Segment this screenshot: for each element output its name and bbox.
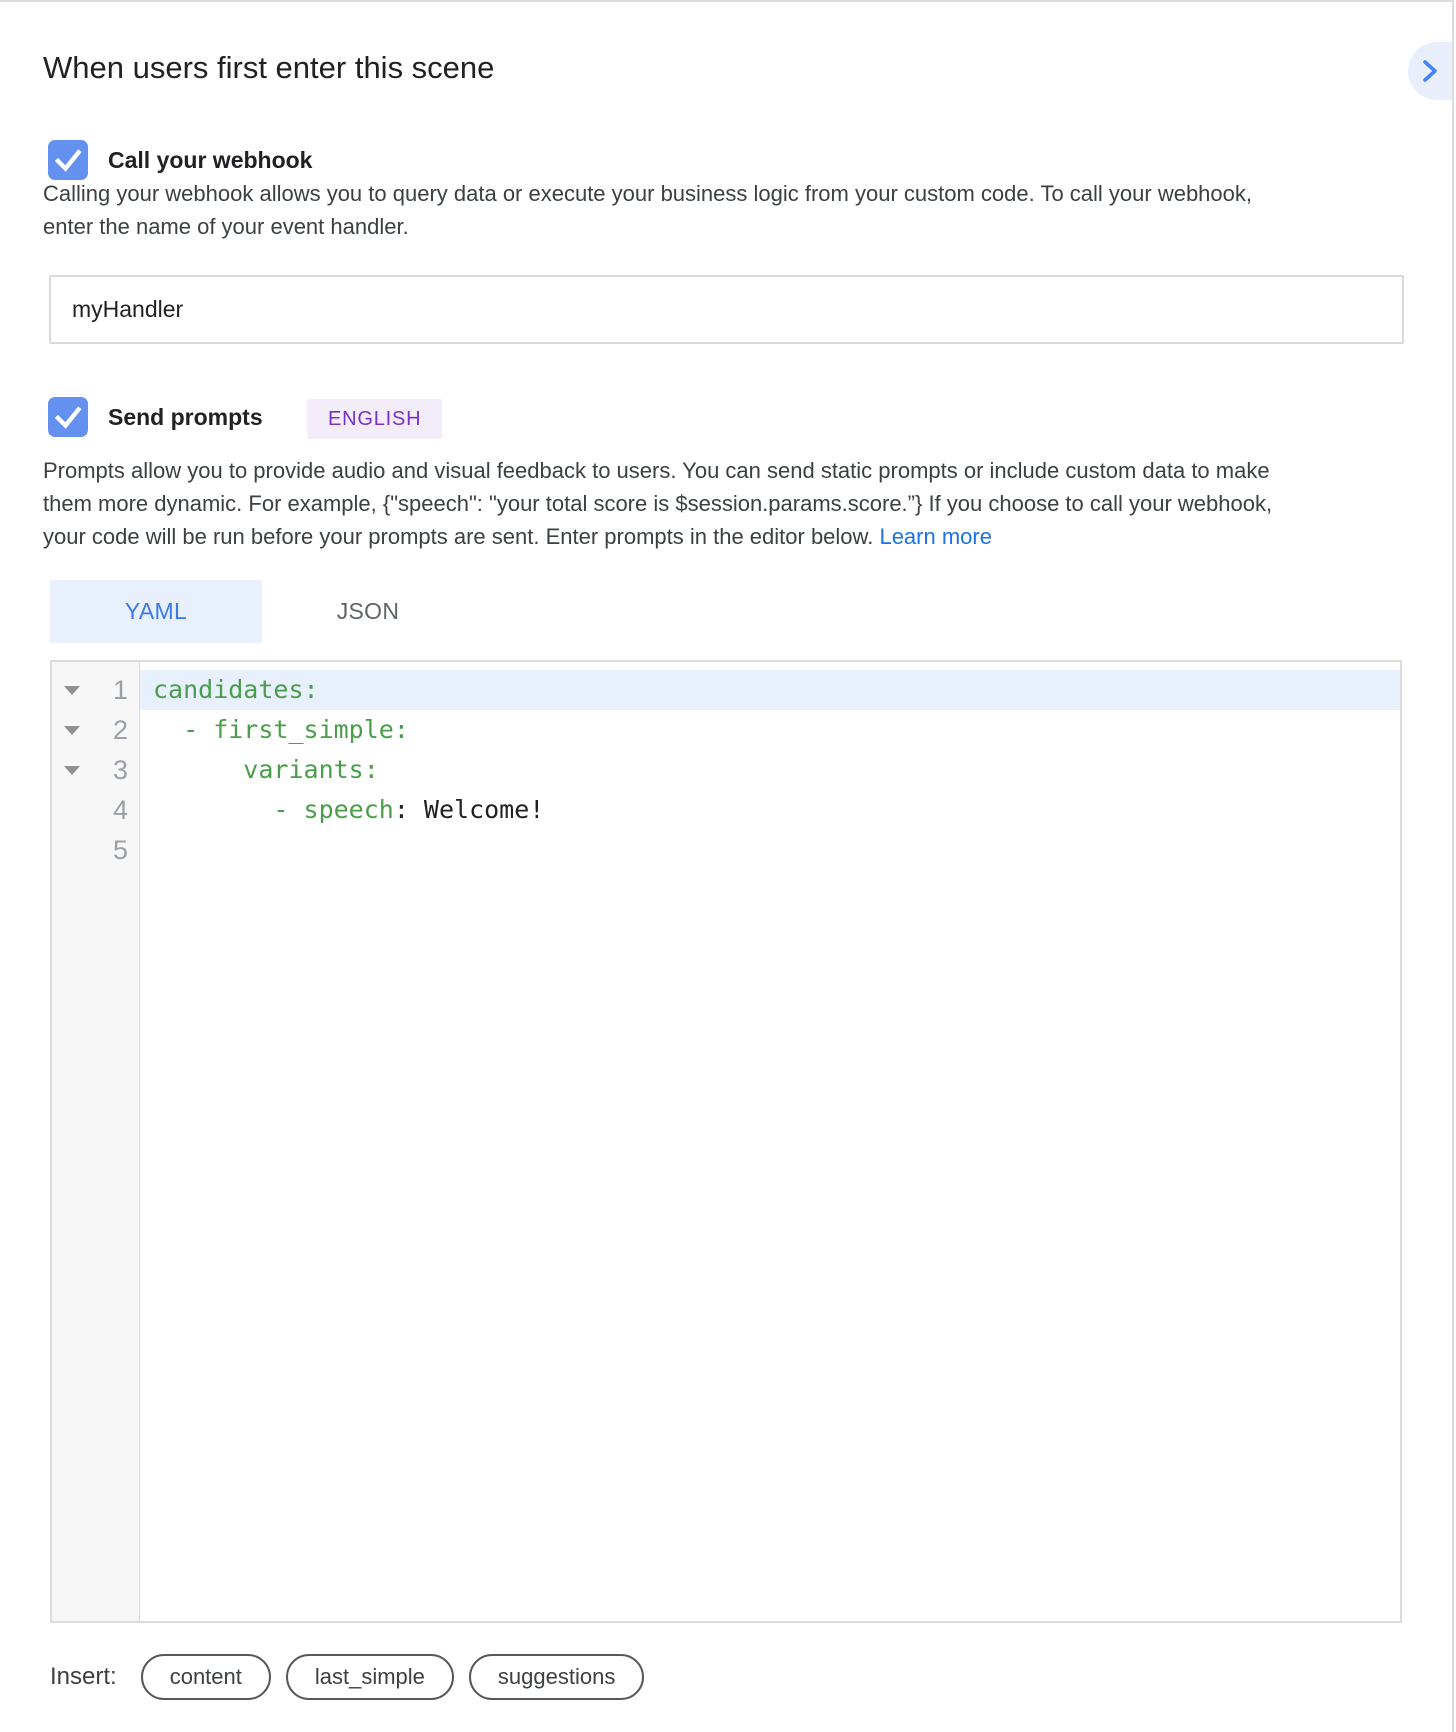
code-token: : Welcome! [393,795,545,824]
editor-format-tabs [50,580,474,643]
insert-chip-last_simple[interactable]: last_simple [286,1654,454,1700]
code-token: - speech [153,795,394,824]
code-line [52,790,1400,830]
page-title: When users first enter this scene [43,50,495,85]
gutter-cell [52,670,140,710]
collapse-panel-button[interactable] [1408,42,1452,100]
fold-arrow-icon[interactable] [64,686,80,695]
fold-arrow-icon[interactable] [64,766,80,775]
fold-spacer [64,846,80,855]
checkmark-icon [48,140,88,180]
tab-json[interactable]: JSON [262,580,474,643]
line-number: 2 [112,715,128,745]
code-token: variants: [153,755,379,784]
code-line [52,710,1400,750]
call-webhook-checkbox[interactable] [48,140,88,180]
line-number: 4 [112,795,128,825]
webhook-description [43,177,1252,243]
code-line [52,830,1400,870]
insert-label: Insert: [50,1663,117,1690]
gutter-cell [52,750,140,790]
gutter-cell [52,830,140,870]
description-line: Calling your webhook allows you to query data or execute your business logic from your custom code. To call your webhook, [43,181,1253,206]
description-line: Prompts allow you to provide audio and visual feedback to users. You can send static prompts or include custom data to make [43,458,1270,483]
code-line-content[interactable] [140,750,1400,790]
language-badge: ENGLISH [307,399,442,439]
checkmark-icon [48,397,88,437]
insert-chip-suggestions[interactable]: suggestions [469,1654,644,1700]
line-number: 1 [112,675,128,705]
code-line-content[interactable] [140,670,1400,710]
line-number: 3 [112,755,128,785]
code-token: candidates: [153,675,319,704]
code-line [52,750,1400,790]
insert-chip-content[interactable]: content [141,1654,271,1700]
gutter-cell [52,790,140,830]
prompt-code-editor[interactable] [50,660,1402,1623]
code-line-content[interactable] [140,790,1400,830]
code-line-content[interactable] [140,830,1400,870]
gutter-cell [52,710,140,750]
fold-arrow-icon[interactable] [64,726,80,735]
tab-yaml[interactable]: YAML [50,580,262,643]
code-line-content[interactable] [140,710,1400,750]
prompts-description [43,454,1272,553]
send-prompts-label: Send prompts [108,404,263,430]
fold-spacer [64,806,80,815]
send-prompts-checkbox[interactable] [48,397,88,437]
chevron-right-icon [1414,56,1444,86]
learn-more-link[interactable]: Learn more [879,524,992,549]
line-number: 5 [112,835,128,865]
insert-row [50,1654,659,1700]
code-line [52,670,1400,710]
call-webhook-label: Call your webhook [108,147,313,173]
event-handler-input[interactable] [49,275,1404,344]
description-line: enter the name of your event handler. [43,214,409,239]
code-token: - first_simple: [153,715,409,744]
description-line: them more dynamic. For example, {"speech": "your total score is $session.params.score.”} If you choose to call your webhook, [43,491,1273,516]
description-line: your code will be run before your prompts are sent. Enter prompts in the editor below. Learn more [43,524,992,549]
